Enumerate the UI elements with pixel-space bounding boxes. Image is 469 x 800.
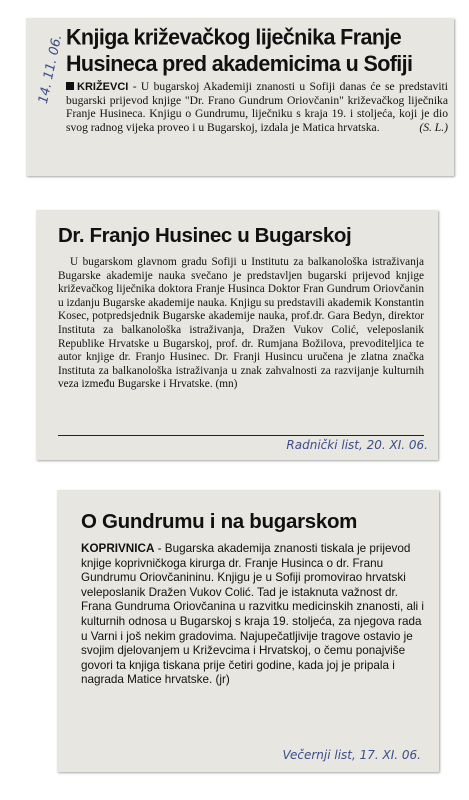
divider — [58, 435, 424, 436]
clipping-1-text: - U bugarskoj Akademiji znanosti u Sofiji danas će se predstaviti bugarski prijevod knjige "Dr. Frano Gundrum Oriovčanin" križevačkog liječnika Franje Husineca. Knjigu o Gundrumu, liječniku s kraja 19. i stoljeća, koji je dio svog radnog vijeka proveo i u Bugarskoj, izdala je Matica hrvatska. — [66, 80, 448, 134]
clipping-2-body: U bugarskom glavnom gradu Sofiji u Institutu za balkanološka istraživanja Bugarske akademije nauka svečano je predstavljen bugarski prijevod knjige križevačkog liječnika doktora Franje Husinca Doktor Fran Gundrum Oriovčanin u izdanju Bugarske akademije nauka. Knjigu su predstavili akademik Konstantin Kosec, potpredsjednik Bugarske akademije nauka, prof.dr. Gara Bedyn, direktor Instituta za balkanološka istraživanja, Dražen Vukov Colić, veleposlanik Republike Hrvatske u Bugarskoj, prof. dr. Rumjana Božilova, prevoditeljica te autor knjige dr. Franjo Husinec. Dr. Franji Husincu uručena je zlatna značka Instituta za balkanološka istraživanja u znak zahvalnosti za razvijanje kulturnih veza između Bugarske i Hrvatske. (mn) — [58, 256, 424, 391]
clipping-1-body — [66, 80, 448, 134]
clipping-1-kicker: KRIŽEVCI — [77, 81, 129, 93]
handwritten-date: 14. 11. 06. — [36, 33, 66, 106]
clipping-1-headline: Knjiga križevačkog liječnika Franje Husineca pred akademicima u Sofiji — [66, 24, 413, 77]
bullet-square-icon — [66, 82, 74, 90]
news-clipping-1 — [26, 18, 454, 176]
handwritten-source: Večernji list, 17. XI. 06. — [282, 748, 421, 762]
clipping-1-signature: (S. L.) — [419, 120, 448, 134]
clipping-3-body — [81, 542, 425, 688]
clipping-3-headline: O Gundrumu i na bugarskom — [81, 510, 358, 533]
clipping-3-text: - Bugarska akademija znanosti tiskala je prijevod knjige koprivničkoga kirurga dr. Franje Husinca o dr. Franu Gundrumu Oriovčanininu. Knjigu je u Sofiji promovirao hrvatski veleposlanik Dražen Vukov Colić. Tad je istaknuta važnost dr. Frana Gundruma Oriovčanina u razvitku medicinskih znanosti, ali i kulturnih odnosa u Bugarskoj s kraja 19. stoljeća, za njegova rada u Varni i još nekim gradovima. Najupečatljivije tragove ostavio je svojim djelovanjem u Križevcima i Hrvatskoj, o čemu ponajviše govori ta knjiga tiskana prije četiri godine, kada joj je pripala i nagrada Matice hrvatske. (jr) — [81, 542, 424, 687]
handwritten-source: Radnički list, 20. XI. 06. — [286, 438, 428, 452]
clipping-2-headline: Dr. Franjo Husinec u Bugarskoj — [58, 224, 352, 247]
news-clipping-2 — [36, 210, 438, 460]
clipping-3-kicker: KOPRIVNICA — [81, 542, 155, 555]
news-clipping-3 — [57, 490, 439, 772]
